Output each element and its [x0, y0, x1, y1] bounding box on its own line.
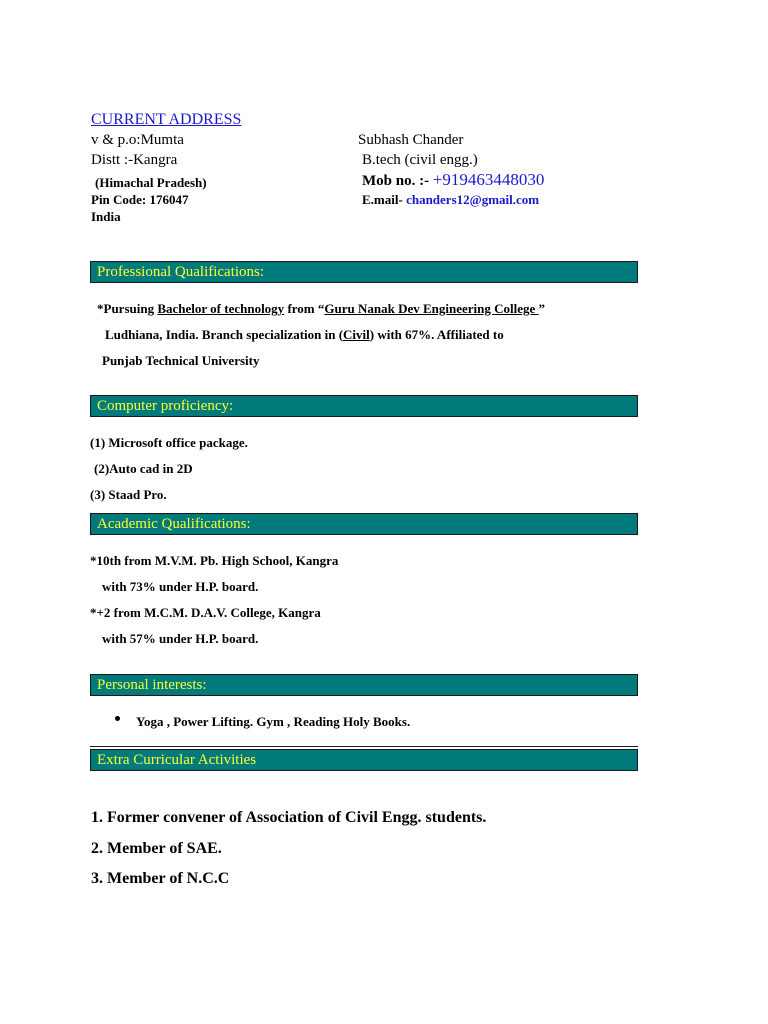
- academic-line: with 57% under H.P. board.: [102, 631, 259, 646]
- college-name: Guru Nanak Dev Engineering College: [324, 301, 539, 316]
- branch-text: Ludhiana, India. Branch specialization in (: [105, 327, 344, 342]
- mobile-line: [362, 170, 544, 190]
- professional-qualifications-header: Professional Qualifications:: [90, 261, 638, 283]
- address-state: (Himachal Pradesh): [95, 175, 207, 190]
- computer-item: (1) Microsoft office package.: [90, 435, 248, 450]
- email-address[interactable]: chanders12@gmail.com: [406, 192, 540, 207]
- degree-name: Bachelor of technology: [157, 301, 285, 316]
- closing-quote: ”: [538, 301, 546, 316]
- branch-civil: Civil: [343, 327, 370, 342]
- address-village: v & p.o:Mumta: [91, 132, 184, 148]
- academic-line: *+2 from M.C.M. D.A.V. College, Kangra: [90, 605, 321, 620]
- computer-item: (2)Auto cad in 2D: [94, 461, 193, 476]
- pursuing-text: *Pursuing: [97, 301, 158, 316]
- current-address-heading: CURRENT ADDRESS: [91, 111, 242, 128]
- percentage-text: ) with 67%. Affiliated to: [369, 327, 504, 342]
- computer-proficiency-header: Computer proficiency:: [90, 395, 638, 417]
- address-pin: Pin Code: 176047: [91, 192, 189, 207]
- address-country: India: [91, 209, 121, 224]
- from-text: from “: [284, 301, 325, 316]
- personal-interests-header: Personal interests:: [90, 674, 638, 696]
- extra-item: 3. Member of N.C.C: [91, 870, 230, 887]
- extra-item: 2. Member of SAE.: [91, 840, 222, 857]
- professional-line-1: [97, 301, 545, 317]
- professional-line-3: Punjab Technical University: [102, 353, 260, 368]
- mobile-number: +919463448030: [432, 170, 545, 189]
- extra-item: 1. Former convener of Association of Civil Engg. students.: [91, 809, 487, 826]
- academic-qualifications-header: Academic Qualifications:: [90, 513, 638, 535]
- candidate-name: Subhash Chander: [358, 132, 464, 148]
- address-district: Distt :-Kangra: [91, 152, 178, 168]
- mobile-label: Mob no. :-: [362, 173, 433, 189]
- extra-curricular-header: Extra Curricular Activities: [90, 749, 638, 771]
- candidate-degree: B.tech (civil engg.): [362, 152, 478, 168]
- bullet-icon: [115, 716, 120, 721]
- academic-line: *10th from M.V.M. Pb. High School, Kangra: [90, 553, 339, 568]
- email-line: [362, 192, 539, 208]
- email-label: E.mail-: [362, 192, 407, 207]
- academic-line: with 73% under H.P. board.: [102, 579, 259, 594]
- computer-item: (3) Staad Pro.: [90, 487, 167, 502]
- professional-line-2: [105, 327, 504, 343]
- interests-item: Yoga , Power Lifting. Gym , Reading Holy Books.: [136, 714, 411, 729]
